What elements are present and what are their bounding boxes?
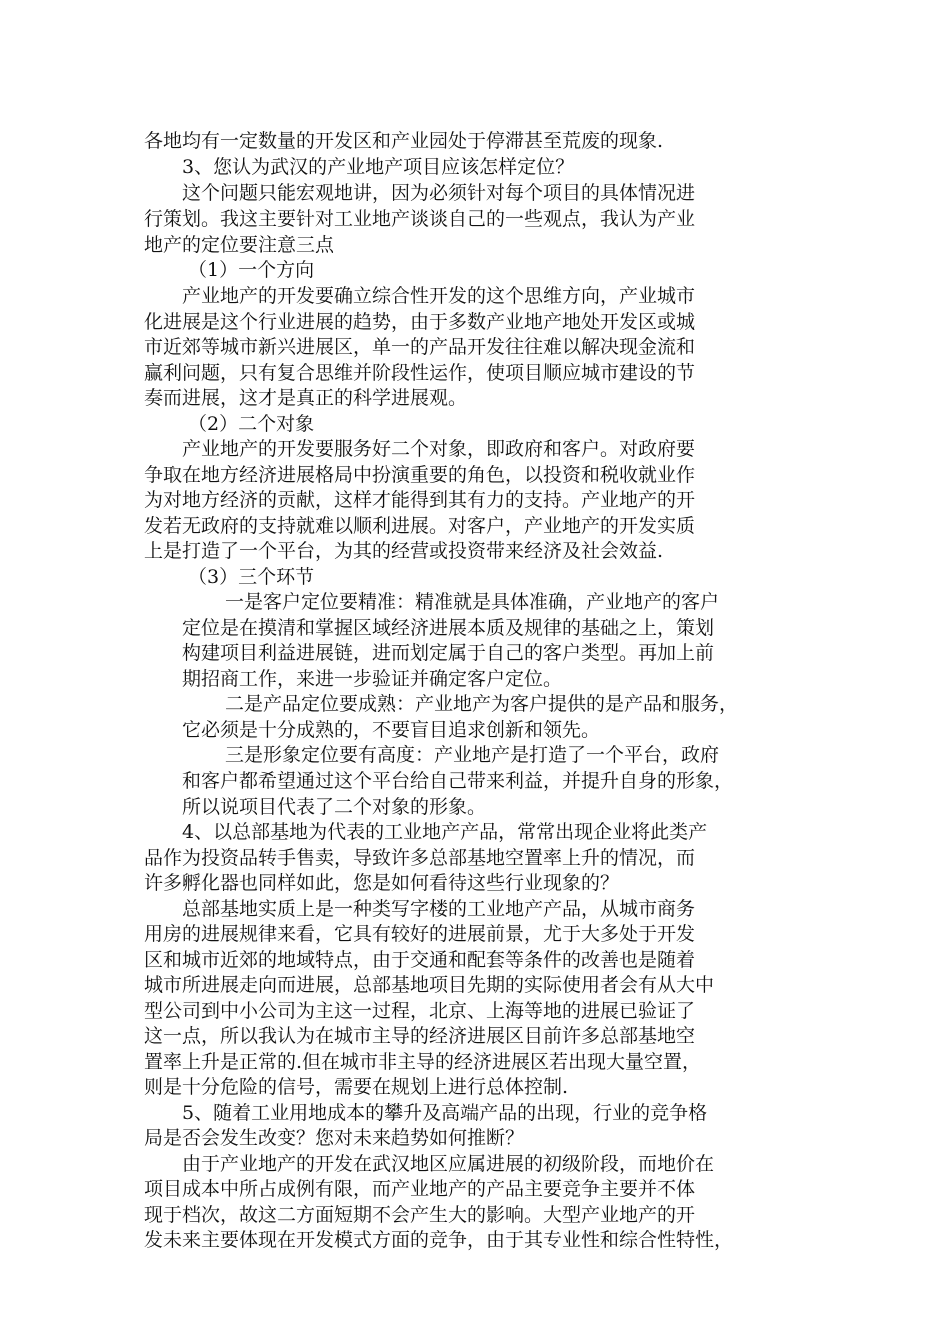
text-line: 区和城市近郊的地域特点，由于交通和配套等条件的改善也是随着 <box>144 949 696 971</box>
text-line: 品作为投资品转手售卖，导致许多总部基地空置率上升的情况，而 <box>144 847 696 869</box>
text-line: 现于档次，故这二方面短期不会产生大的影响。大型产业地产的开 <box>144 1204 696 1226</box>
text-line: 局是否会发生改变？您对未来趋势如何推断？ <box>144 1127 525 1149</box>
text-line: 定位是在摸清和掌握区域经济进展本质及规律的基础之上，策划 <box>182 617 715 639</box>
text-line: 由于产业地产的开发在武汉地区应属进展的初级阶段，而地价在 <box>182 1153 715 1175</box>
text-line: 赢利问题，只有复合思维并阶段性运作，使项目顺应城市建设的节 <box>144 362 696 384</box>
text-line: 二是产品定位要成熟：产业地产为客户提供的是产品和服务， <box>225 693 739 715</box>
text-line: 地产的定位要注意三点 <box>144 234 335 256</box>
question-heading: 5、随着工业用地成本的攀升及高端产品的出现，行业的竞争格 <box>182 1102 708 1124</box>
subheading: （2）二个对象 <box>188 413 315 435</box>
text-line: 期招商工作，来进一步验证并确定客户定位。 <box>182 668 563 690</box>
text-line: 置率上升是正常的.但在城市非主导的经济进展区若出现大量空置， <box>144 1051 702 1073</box>
text-line: 总部基地实质上是一种类写字楼的工业地产产品，从城市商务 <box>182 898 696 920</box>
text-line: 发未来主要体现在开发模式方面的竞争，由于其专业性和综合性特性， <box>144 1229 734 1251</box>
text-line: 行策划。我这主要针对工业地产谈谈自己的一些观点，我认为产业 <box>144 208 696 230</box>
text-line: 奏而进展，这才是真正的科学进展观。 <box>144 387 468 409</box>
text-line: 发若无政府的支持就难以顺利进展。对客户，产业地产的开发实质 <box>144 515 696 537</box>
text-line: 所以说项目代表了二个对象的形象。 <box>182 796 487 818</box>
text-line: 城市所进展走向而进展，总部基地项目先期的实际使用者会有从大中 <box>144 974 715 996</box>
text-line: 为对地方经济的贡献，这样才能得到其有力的支持。产业地产的开 <box>144 489 696 511</box>
subheading: （3）三个环节 <box>188 566 315 588</box>
text-line: 争取在地方经济进展格局中扮演重要的角色，以投资和税收就业作 <box>144 464 696 486</box>
text-line: 产业地产的开发要确立综合性开发的这个思维方向，产业城市 <box>182 285 696 307</box>
text-line: 上是打造了一个平台，为其的经营或投资带来经济及社会效益. <box>144 540 664 562</box>
text-line: 许多孵化器也同样如此，您是如何看待这些行业现象的？ <box>144 872 620 894</box>
text-line: 一是客户定位要精准：精准就是具体准确，产业地产的客户 <box>225 591 720 613</box>
text-line: 产业地产的开发要服务好二个对象，即政府和客户。对政府要 <box>182 438 696 460</box>
subheading: （1）一个方向 <box>188 259 315 281</box>
question-heading: 3、您认为武汉的产业地产项目应该怎样定位？ <box>182 156 575 178</box>
text-line: 三是形象定位要有高度：产业地产是打造了一个平台，政府 <box>225 744 720 766</box>
text-line: 项目成本中所占成例有限，而产业地产的产品主要竞争主要并不体 <box>144 1178 696 1200</box>
text-line: 构建项目利益进展链，进而划定属于自己的客户类型。再加上前 <box>182 642 715 664</box>
text-line: 它必须是十分成熟的，不要盲目追求创新和领先。 <box>182 719 601 741</box>
text-line: 各地均有一定数量的开发区和产业园处于停滞甚至荒废的现象. <box>144 130 664 152</box>
text-line: 这个问题只能宏观地讲，因为必须针对每个项目的具体情况进 <box>182 182 696 204</box>
text-line: 用房的进展规律来看，它具有较好的进展前景，尤于大多处于开发 <box>144 923 696 945</box>
question-heading: 4、以总部基地为代表的工业地产产品，常常出现企业将此类产 <box>182 821 708 843</box>
text-line: 化进展是这个行业进展的趋势，由于多数产业地产地处开发区或城 <box>144 311 696 333</box>
text-line: 市近郊等城市新兴进展区，单一的产品开发往往难以解决现金流和 <box>144 336 696 358</box>
text-line: 这一点，所以我认为在城市主导的经济进展区目前许多总部基地空 <box>144 1025 696 1047</box>
text-line: 则是十分危险的信号，需要在规划上进行总体控制. <box>144 1076 569 1098</box>
text-line: 型公司到中小公司为主这一过程，北京、上海等地的进展已验证了 <box>144 1000 696 1022</box>
text-line: 和客户都希望通过这个平台给自己带来利益，并提升自身的形象， <box>182 770 734 792</box>
